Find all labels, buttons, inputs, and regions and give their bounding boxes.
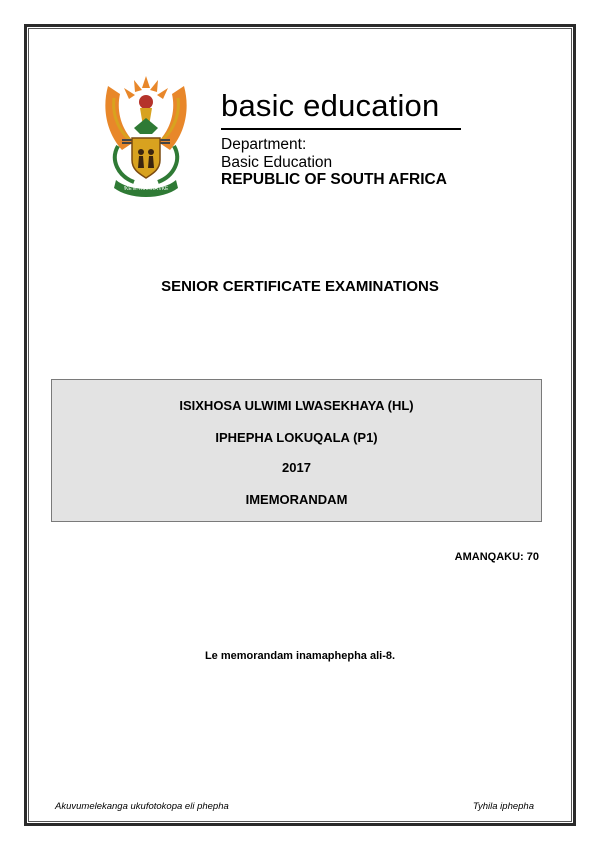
exam-title-box xyxy=(51,379,542,522)
total-marks: AMANQAKU: 70 xyxy=(454,551,539,563)
motto-text: !KE E: /XARRA //KE xyxy=(123,186,169,192)
turn-page-note: Tyhila iphepha xyxy=(472,801,534,812)
department-line-1: Department: xyxy=(221,136,307,153)
coat-of-arms-icon xyxy=(100,68,192,198)
department-line-2: Basic Education xyxy=(221,154,333,171)
exam-year: 2017 xyxy=(282,460,311,475)
brand-title: basic education xyxy=(221,88,440,123)
department-label xyxy=(221,136,332,172)
paper-title: IPHEPHA LOKUQALA (P1) xyxy=(215,430,378,445)
page-count-note: Le memorandam inamaphepha ali-8. xyxy=(204,650,396,662)
brand-underline xyxy=(221,128,461,130)
protea-flower xyxy=(134,118,158,134)
exam-heading: SENIOR CERTIFICATE EXAMINATIONS xyxy=(161,278,439,295)
document-type: IMEMORANDAM xyxy=(245,492,348,507)
republic-label: REPUBLIC OF SOUTH AFRICA xyxy=(221,171,447,188)
shield xyxy=(132,138,160,178)
subject-title: ISIXHOSA ULWIMI LWASEKHAYA (HL) xyxy=(179,398,414,413)
copyright-notice: Akuvumelekanga ukufotokopa eli phepha xyxy=(55,801,229,812)
